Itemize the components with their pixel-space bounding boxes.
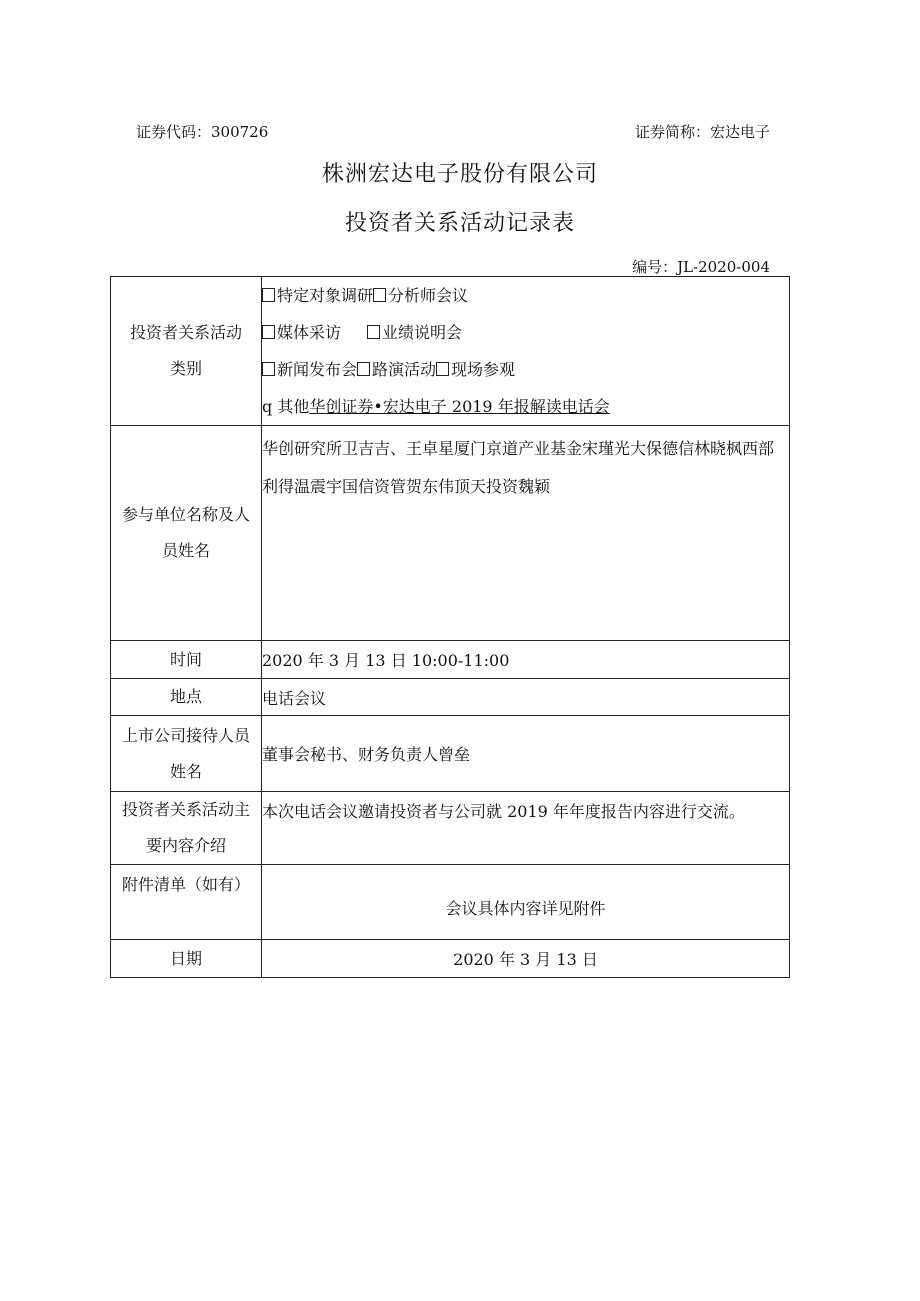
- checkbox-specific-research[interactable]: [262, 288, 275, 302]
- activity-type-label-line2: 类别: [169, 359, 202, 378]
- option-press-conference: 新闻发布会: [277, 360, 358, 379]
- option-earnings-presentation: 业绩说明会: [382, 323, 463, 342]
- main-content-label: [111, 792, 262, 865]
- participants-label-line1: 参与单位名称及人: [121, 505, 250, 524]
- options-line-2: [262, 314, 789, 351]
- time-value: 2020 年 3 月 13 日 10:00-11:00: [262, 641, 790, 679]
- receptionist-value: 董事会秘书、财务负责人曾垒: [262, 716, 790, 792]
- participants-value-cell: [262, 426, 790, 641]
- location-value: 电话会议: [262, 679, 790, 716]
- row-receptionist: [111, 716, 790, 792]
- option-roadshow: 路演活动: [372, 360, 437, 379]
- option-site-visit: 现场参观: [451, 360, 516, 379]
- option-media-interview: 媒体采访: [277, 323, 342, 342]
- row-participants: [111, 426, 790, 641]
- activity-type-label: [111, 277, 262, 426]
- activity-record-table: [110, 276, 790, 978]
- checkbox-media-interview[interactable]: [262, 325, 275, 339]
- row-date: [111, 940, 790, 978]
- checkbox-site-visit[interactable]: [436, 362, 449, 376]
- row-time: [111, 641, 790, 679]
- date-label: 日期: [111, 940, 262, 978]
- main-content-label-line1: 投资者关系活动主: [121, 800, 250, 819]
- row-attachments: [111, 865, 790, 940]
- checked-marker: q: [262, 397, 273, 416]
- main-content-label-line2: 要内容介绍: [145, 836, 226, 855]
- activity-type-label-line1: 投资者关系活动: [129, 323, 242, 342]
- participants-label: [111, 426, 262, 641]
- checkbox-press-conference[interactable]: [262, 362, 275, 376]
- receptionist-label: [111, 716, 262, 792]
- date-value: 2020 年 3 月 13 日: [262, 940, 790, 978]
- activity-type-options: [262, 277, 790, 426]
- checkbox-analyst-meeting[interactable]: [373, 288, 386, 302]
- row-location: [111, 679, 790, 716]
- security-code: 证券代码：300726: [136, 123, 269, 141]
- time-label: 时间: [111, 641, 262, 679]
- checkbox-roadshow[interactable]: [357, 362, 370, 376]
- option-other-prefix: 其他: [277, 397, 310, 416]
- main-content-value: 本次电话会议邀请投资者与公司就 2019 年年度报告内容进行交流。: [262, 792, 790, 865]
- receptionist-label-line2: 姓名: [169, 761, 202, 781]
- options-line-1: [262, 277, 789, 314]
- options-line-3: [262, 351, 789, 388]
- option-other-text: 华创证券•宏达电子 2019 年报解读电话会: [309, 397, 610, 416]
- receptionist-label-line1: 上市公司接待人员: [121, 725, 250, 745]
- location-label: 地点: [111, 679, 262, 716]
- company-title: 株洲宏达电子股份有限公司: [321, 162, 598, 187]
- attachments-label: 附件清单（如有）: [111, 865, 262, 940]
- participants-value: 华创研究所卫吉吉、王卓星厦门京道产业基金宋瑾光大保德信林晓枫西部利得温震宇国信资管贺东伟顶天投资魏颖: [262, 439, 775, 496]
- row-activity-type: [111, 277, 790, 426]
- checkbox-earnings-presentation[interactable]: [367, 325, 380, 339]
- document-number: 编号：JL-2020-004: [632, 258, 770, 276]
- security-short-name: 证券简称：宏达电子: [634, 123, 770, 141]
- participants-label-line2: 员姓名: [161, 541, 210, 560]
- option-analyst-meeting: 分析师会议: [388, 286, 469, 305]
- attachments-value: 会议具体内容详见附件: [262, 865, 790, 940]
- form-title: 投资者关系活动记录表: [344, 211, 575, 236]
- options-line-4: [262, 388, 789, 425]
- row-main-content: [111, 792, 790, 865]
- option-specific-research: 特定对象调研: [277, 286, 374, 305]
